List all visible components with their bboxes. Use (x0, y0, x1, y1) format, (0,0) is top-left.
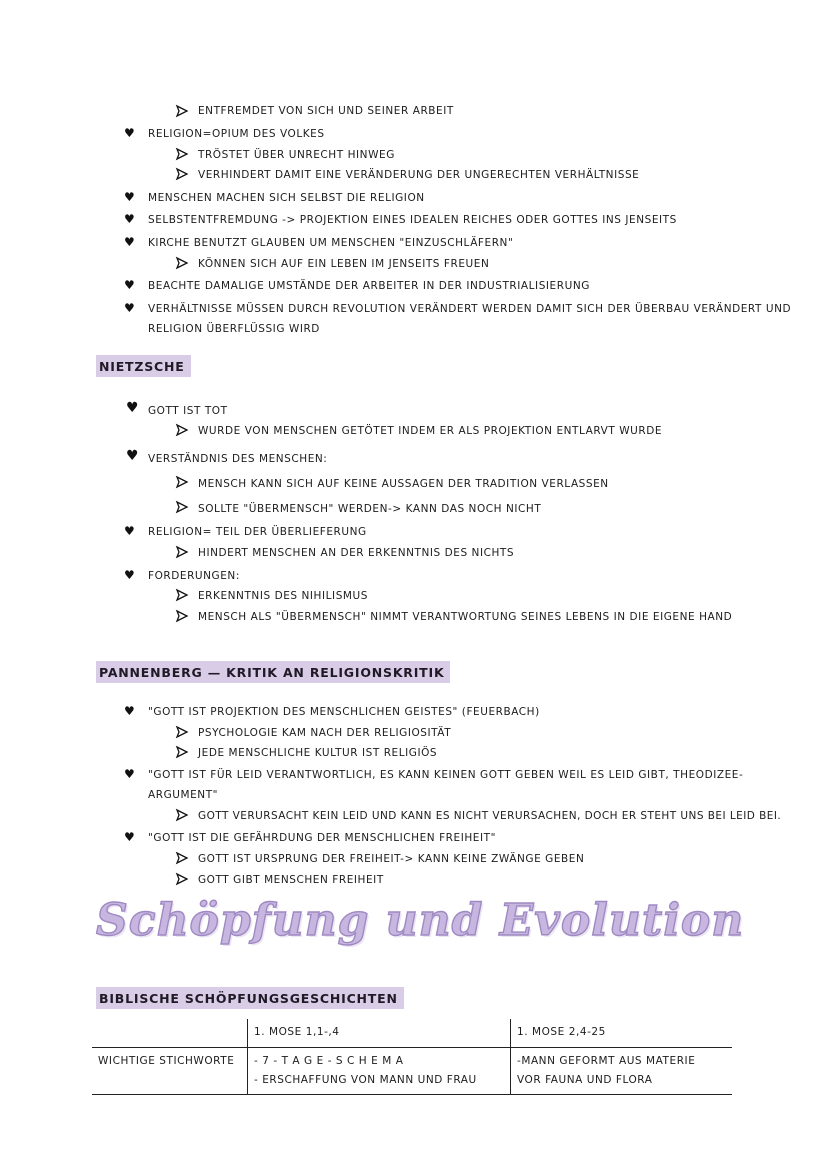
heart-bullet-icon: ♥ (124, 235, 135, 249)
list-item: MENSCH ALS "ÜBERMENSCH" NIMMT VERANTWORTUNG SEINES LEBENS IN DIE EIGENE HAND (198, 611, 733, 623)
list-item: TRÖSTET ÜBER UNRECHT HINWEG (198, 149, 395, 161)
arrow-bullet-icon (175, 545, 189, 559)
list-item: ERKENNTNIS DES NIHILISMUS (198, 590, 368, 602)
comparison-table (92, 1019, 732, 1095)
arrow-bullet-icon (175, 725, 189, 739)
heart-bullet-icon: ♥ (124, 126, 135, 140)
arrow-bullet-icon (175, 423, 189, 437)
list-item: GOTT GIBT MENSCHEN FREIHEIT (198, 874, 384, 886)
list-item: KIRCHE BENUTZT GLAUBEN UM MENSCHEN "EINZUSCHLÄFERN" (148, 237, 514, 249)
heart-bullet-icon: ♥ (126, 400, 139, 416)
list-item: "GOTT IST FÜR LEID VERANTWORTLICH, ES KANN KEINEN GOTT GEBEN WEIL ES LEID GIBT, THEODIZEE- (148, 769, 744, 781)
section-heading: BIBLISCHE SCHÖPFUNGSGESCHICHTEN (96, 987, 404, 1009)
list-item: VERHINDERT DAMIT EINE VERÄNDERUNG DER UNGERECHTEN VERHÄLTNISSE (198, 169, 640, 181)
heart-bullet-icon: ♥ (124, 278, 135, 292)
heart-bullet-icon: ♥ (124, 767, 135, 781)
heart-bullet-icon: ♥ (124, 524, 135, 538)
arrow-bullet-icon (175, 256, 189, 270)
list-item: MENSCH KANN SICH AUF KEINE AUSSAGEN DER TRADITION VERLASSEN (198, 478, 609, 490)
heart-bullet-icon: ♥ (124, 830, 135, 844)
heart-bullet-icon: ♥ (124, 212, 135, 226)
arrow-bullet-icon (175, 500, 189, 514)
list-item: VERSTÄNDNIS DES MENSCHEN: (148, 453, 328, 465)
table-header-cell: 1. MOSE 1,1-,4 (248, 1019, 511, 1048)
heart-bullet-icon: ♥ (124, 190, 135, 204)
heart-bullet-icon: ♥ (124, 704, 135, 718)
arrow-bullet-icon (175, 808, 189, 822)
table-cell-line: -MANN GEFORMT AUS MATERIE (517, 1055, 696, 1067)
list-item: GOTT IST URSPRUNG DER FREIHEIT-> KANN KEINE ZWÄNGE GEBEN (198, 853, 585, 865)
list-item: GOTT IST TOT (148, 405, 228, 417)
list-item: ENTFREMDET VON SICH UND SEINER ARBEIT (198, 105, 454, 117)
list-item: BEACHTE DAMALIGE UMSTÄNDE DER ARBEITER IN DER INDUSTRIALISIERUNG (148, 280, 590, 292)
list-item: RELIGION= TEIL DER ÜBERLIEFERUNG (148, 526, 367, 538)
list-item: KÖNNEN SICH AUF EIN LEBEN IM JENSEITS FREUEN (198, 258, 490, 270)
list-item: ARGUMENT" (148, 789, 219, 801)
list-item: RELIGION ÜBERFLÜSSIG WIRD (148, 323, 320, 335)
list-item: SELBSTENTFREMDUNG -> PROJEKTION EINES IDEALEN REICHES ODER GOTTES INS JENSEITS (148, 214, 677, 226)
heart-bullet-icon: ♥ (124, 301, 135, 315)
list-item: PSYCHOLOGIE KAM NACH DER RELIGIOSITÄT (198, 727, 452, 739)
table-cell (248, 1048, 511, 1095)
list-item: MENSCHEN MACHEN SICH SELBST DIE RELIGION (148, 192, 425, 204)
arrow-bullet-icon (175, 167, 189, 181)
table-cell (511, 1048, 733, 1095)
list-item: RELIGION=OPIUM DES VOLKES (148, 128, 325, 140)
table-cell-line: VOR FAUNA UND FLORA (517, 1074, 653, 1086)
arrow-bullet-icon (175, 147, 189, 161)
list-item: "GOTT IST DIE GEFÄHRDUNG DER MENSCHLICHEN FREIHEIT" (148, 832, 496, 844)
list-item: VERHÄLTNISSE MÜSSEN DURCH REVOLUTION VERÄNDERT WERDEN DAMIT SICH DER ÜBERBAU VERÄNDERT UND (148, 303, 792, 315)
table-row (92, 1048, 732, 1095)
section-heading: PANNENBERG — KRITIK AN RELIGIONSKRITIK (96, 661, 450, 683)
list-item: "GOTT IST PROJEKTION DES MENSCHLICHEN GEISTES" (FEUERBACH) (148, 706, 540, 718)
list-item: SOLLTE "ÜBERMENSCH" WERDEN-> KANN DAS NOCH NICHT (198, 503, 542, 515)
list-item: GOTT VERURSACHT KEIN LEID UND KANN ES NICHT VERURSACHEN, DOCH ER STEHT UNS BEI LEID BEI. (198, 810, 782, 822)
list-item: FORDERUNGEN: (148, 570, 240, 582)
heart-bullet-icon: ♥ (126, 448, 139, 464)
table-header-row (92, 1019, 732, 1048)
table-cell-line: - 7 - T A G E - S C H E M A (254, 1055, 404, 1067)
arrow-bullet-icon (175, 872, 189, 886)
list-item: JEDE MENSCHLICHE KULTUR IST RELIGIÖS (198, 747, 438, 759)
list-item: HINDERT MENSCHEN AN DER ERKENNTNIS DES NICHTS (198, 547, 515, 559)
chapter-title: Schöpfung und Evolution (96, 895, 745, 946)
arrow-bullet-icon (175, 745, 189, 759)
list-item: WURDE VON MENSCHEN GETÖTET INDEM ER ALS PROJEKTION ENTLARVT WURDE (198, 425, 663, 437)
arrow-bullet-icon (175, 104, 189, 118)
arrow-bullet-icon (175, 475, 189, 489)
table-header-cell (92, 1019, 248, 1048)
table-cell: WICHTIGE STICHWORTE (92, 1048, 248, 1095)
table-header-cell: 1. MOSE 2,4-25 (511, 1019, 733, 1048)
arrow-bullet-icon (175, 588, 189, 602)
section-heading: NIETZSCHE (96, 355, 191, 377)
heart-bullet-icon: ♥ (124, 568, 135, 582)
arrow-bullet-icon (175, 851, 189, 865)
table-cell-line: - ERSCHAFFUNG VON MANN UND FRAU (254, 1074, 477, 1086)
arrow-bullet-icon (175, 609, 189, 623)
